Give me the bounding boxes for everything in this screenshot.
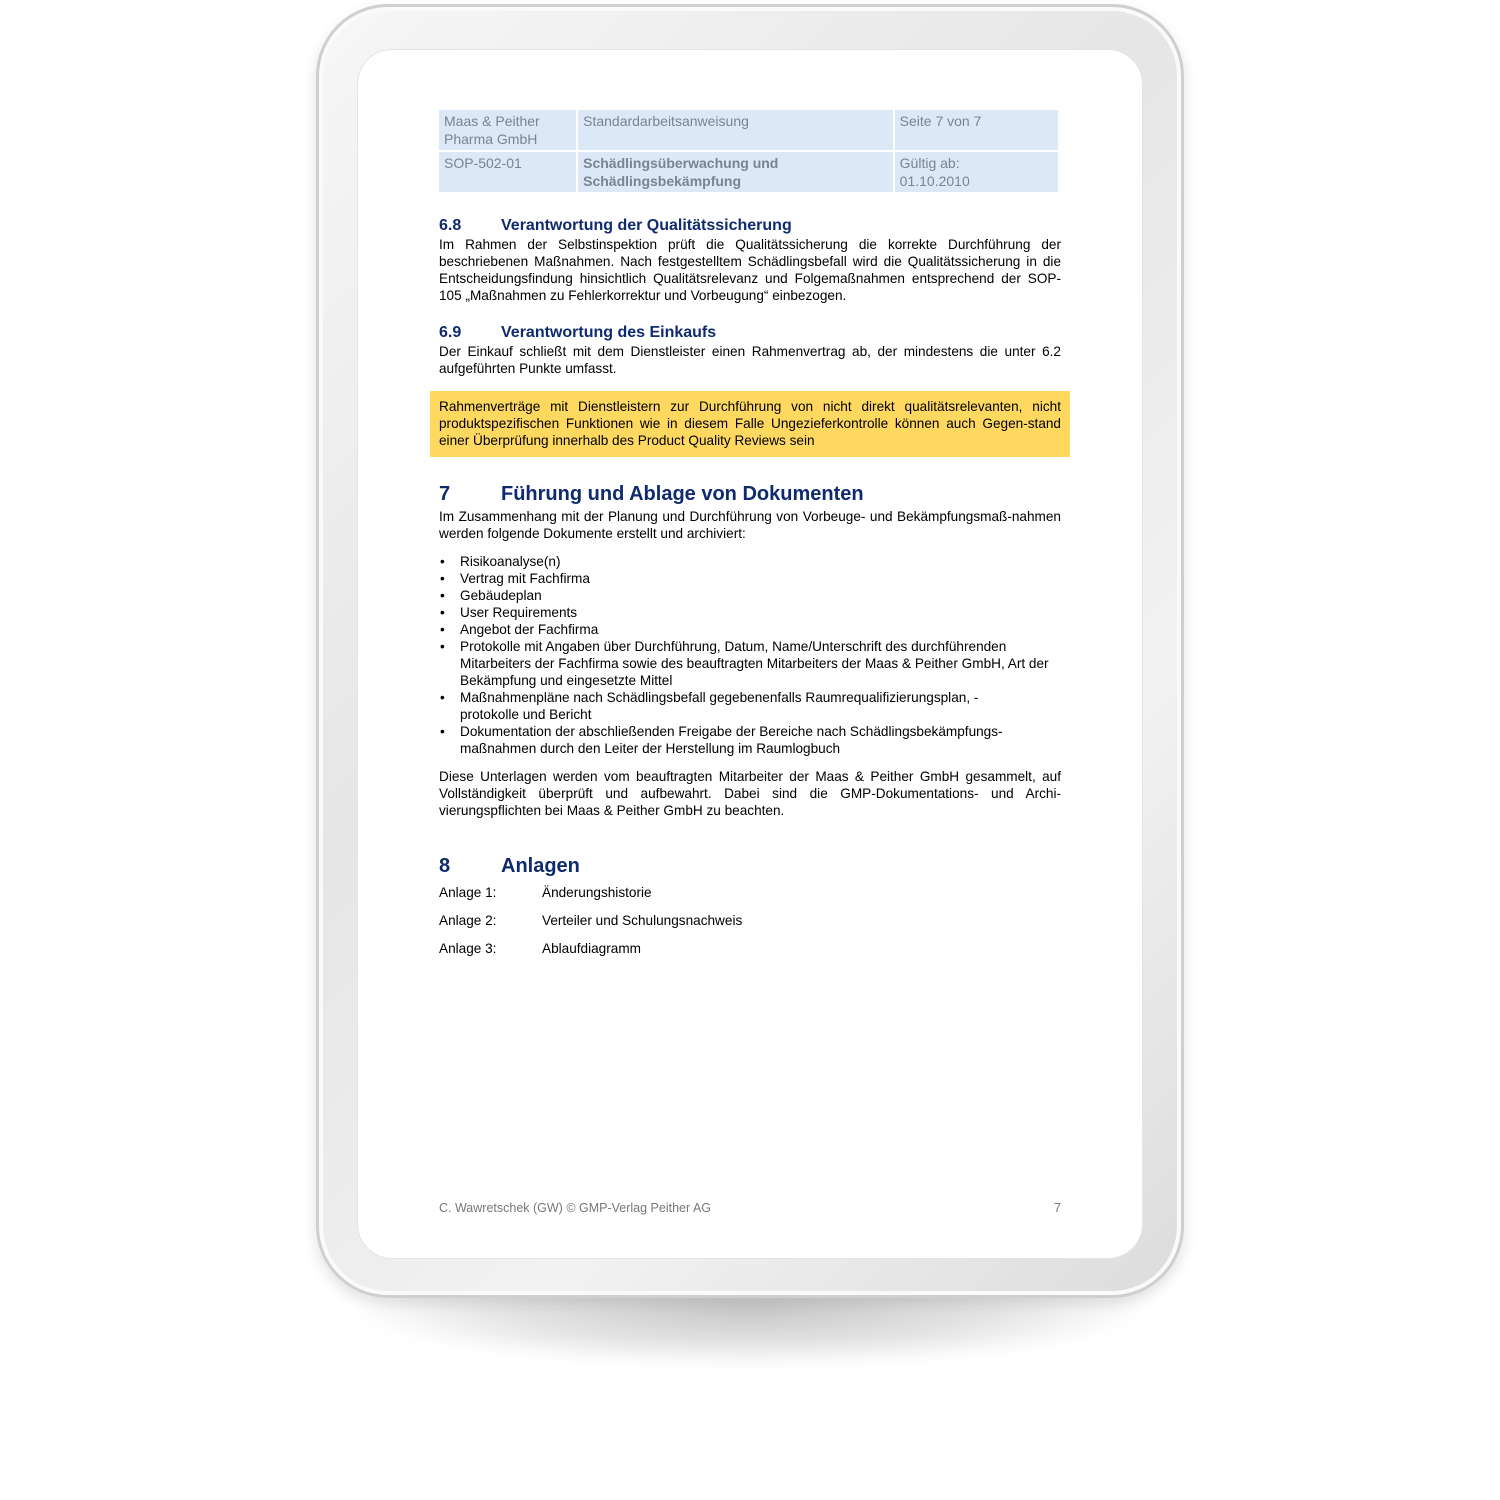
appendix-label: Anlage 2: [439, 913, 497, 928]
section-6-9-text: Der Einkauf schließt mit dem Dienstleister einen Rahmenvertrag ab, der mindestens die unter 6.2 aufgeführten Punkte umfasst. [439, 344, 1061, 376]
appendix-label: Anlage 1: [439, 885, 497, 900]
highlight-note [430, 391, 1070, 457]
header-page-info: Seite 7 von 7 [895, 110, 1058, 150]
list-item: • User Requirements [439, 604, 1061, 621]
header-doctype: Standardarbeitsanweisung [578, 110, 893, 150]
section-7-title: Führung und Ablage von Dokumenten [501, 483, 864, 505]
section-6-8-text: Im Rahmen der Selbstinspektion prüft die Qualitätssicherung die korrekte Durchführung der beschriebenen Maßnahmen. Nach festgestelltem Schädlingsbefall wird die Qualitätssicherung in die Entscheidungsfindung hinsichtlich Qualitätsrelevanz und Folgemaßnahmen entsprechend der SOP-105 „Maßnahmen zu Fehlerkorrektur und Vorbeugung“ einbezogen. [439, 237, 1061, 303]
appendix-row [439, 912, 1061, 940]
section-7 [439, 482, 1061, 819]
document-header-table [437, 108, 1060, 194]
section-6-9 [439, 323, 1061, 377]
section-6-9-number: 6.9 [439, 324, 462, 341]
list-item: • Protokolle mit Angaben über Durchführung, Datum, Name/Unterschrift des durchführenden Mitarbeiters der Fachfirma sowie des beauftragten Mitarbeiters der Maas & Peither GmbH, Art der Bekämpfung und eingesetzte Mittel [439, 638, 1061, 689]
list-item: • Risikoanalyse(n) [439, 553, 1061, 570]
section-8 [439, 854, 1061, 968]
section-6-8-number: 6.8 [439, 217, 462, 234]
highlight-note-text: Rahmenverträge mit Dienstleistern zur Durchführung von nicht direkt qualitätsrelevanten, nicht produktspezifischen Funktionen wie in diesem Falle Ungezieferkontrolle können auch Gegen-stand einer Überprüfung innerhalb des Product Quality Reviews sein [439, 399, 1061, 448]
section-8-number: 8 [439, 855, 451, 877]
list-item: • Gebäudeplan [439, 587, 1061, 604]
list-item: • Angebot der Fachfirma [439, 621, 1061, 638]
section-8-title: Anlagen [501, 855, 580, 877]
header-sop-title: Schädlingsüberwachung und Schädlingsbekämpfung [578, 152, 893, 192]
tablet-screen [358, 50, 1142, 1258]
section-6-8-title: Verantwortung der Qualitätssicherung [501, 217, 792, 234]
section-6-8-heading [439, 216, 1061, 236]
header-validity [895, 152, 1058, 192]
header-company: Maas & Peither Pharma GmbH [439, 110, 576, 150]
document-list [439, 553, 1061, 757]
section-7-number: 7 [439, 483, 451, 505]
footer-copyright: C. Wawretschek (GW) © GMP-Verlag Peither AG [439, 1201, 712, 1215]
section-7-heading [439, 482, 1061, 506]
header-sop-id: SOP-502-01 [439, 152, 576, 192]
list-item: • Dokumentation der abschließenden Freigabe der Bereiche nach Schädlingsbekämpfungs-maßnahmen durch den Leiter der Herstellung im Raumlogbuch [439, 723, 1061, 757]
appendix-value: Änderungshistorie [542, 885, 652, 900]
appendix-value: Ablaufdiagramm [542, 941, 641, 956]
section-6-9-title: Verantwortung des Einkaufs [501, 324, 717, 341]
appendix-list [439, 884, 1061, 968]
document-page [439, 108, 1061, 956]
section-6-9-heading [439, 323, 1061, 343]
appendix-label: Anlage 3: [439, 941, 497, 956]
section-8-heading [439, 854, 1061, 878]
appendix-row [439, 940, 1061, 968]
section-7-intro: Im Zusammenhang mit der Planung und Durchführung von Vorbeuge- und Bekämpfungsmaß-nahmen werden folgende Dokumente erstellt und archiviert: [439, 509, 1061, 541]
footer-page-number: 7 [1054, 1201, 1061, 1215]
section-6-8 [439, 216, 1061, 304]
header-valid-date: 01.10.2010 [899, 173, 970, 189]
appendix-value: Verteiler und Schulungsnachweis [542, 913, 743, 928]
appendix-row [439, 884, 1061, 912]
page-footer [439, 1201, 1061, 1215]
section-7-outro: Diese Unterlagen werden vom beauftragten Mitarbeiter der Maas & Peither GmbH gesammelt, auf Vollständigkeit überprüft und aufbewahrt. Dabei sind die GMP-Dokumentations- und Archi-vierungspflichten bei Maas & Peither GmbH zu beachten. [439, 769, 1061, 818]
list-item: • Maßnahmenpläne nach Schädlingsbefall gegebenenfalls Raumrequalifizierungsplan, -protokolle und Bericht [439, 689, 1061, 723]
tablet-frame [316, 4, 1184, 1298]
list-item: • Vertrag mit Fachfirma [439, 570, 1061, 587]
header-valid-label: Gültig ab: [899, 155, 960, 171]
